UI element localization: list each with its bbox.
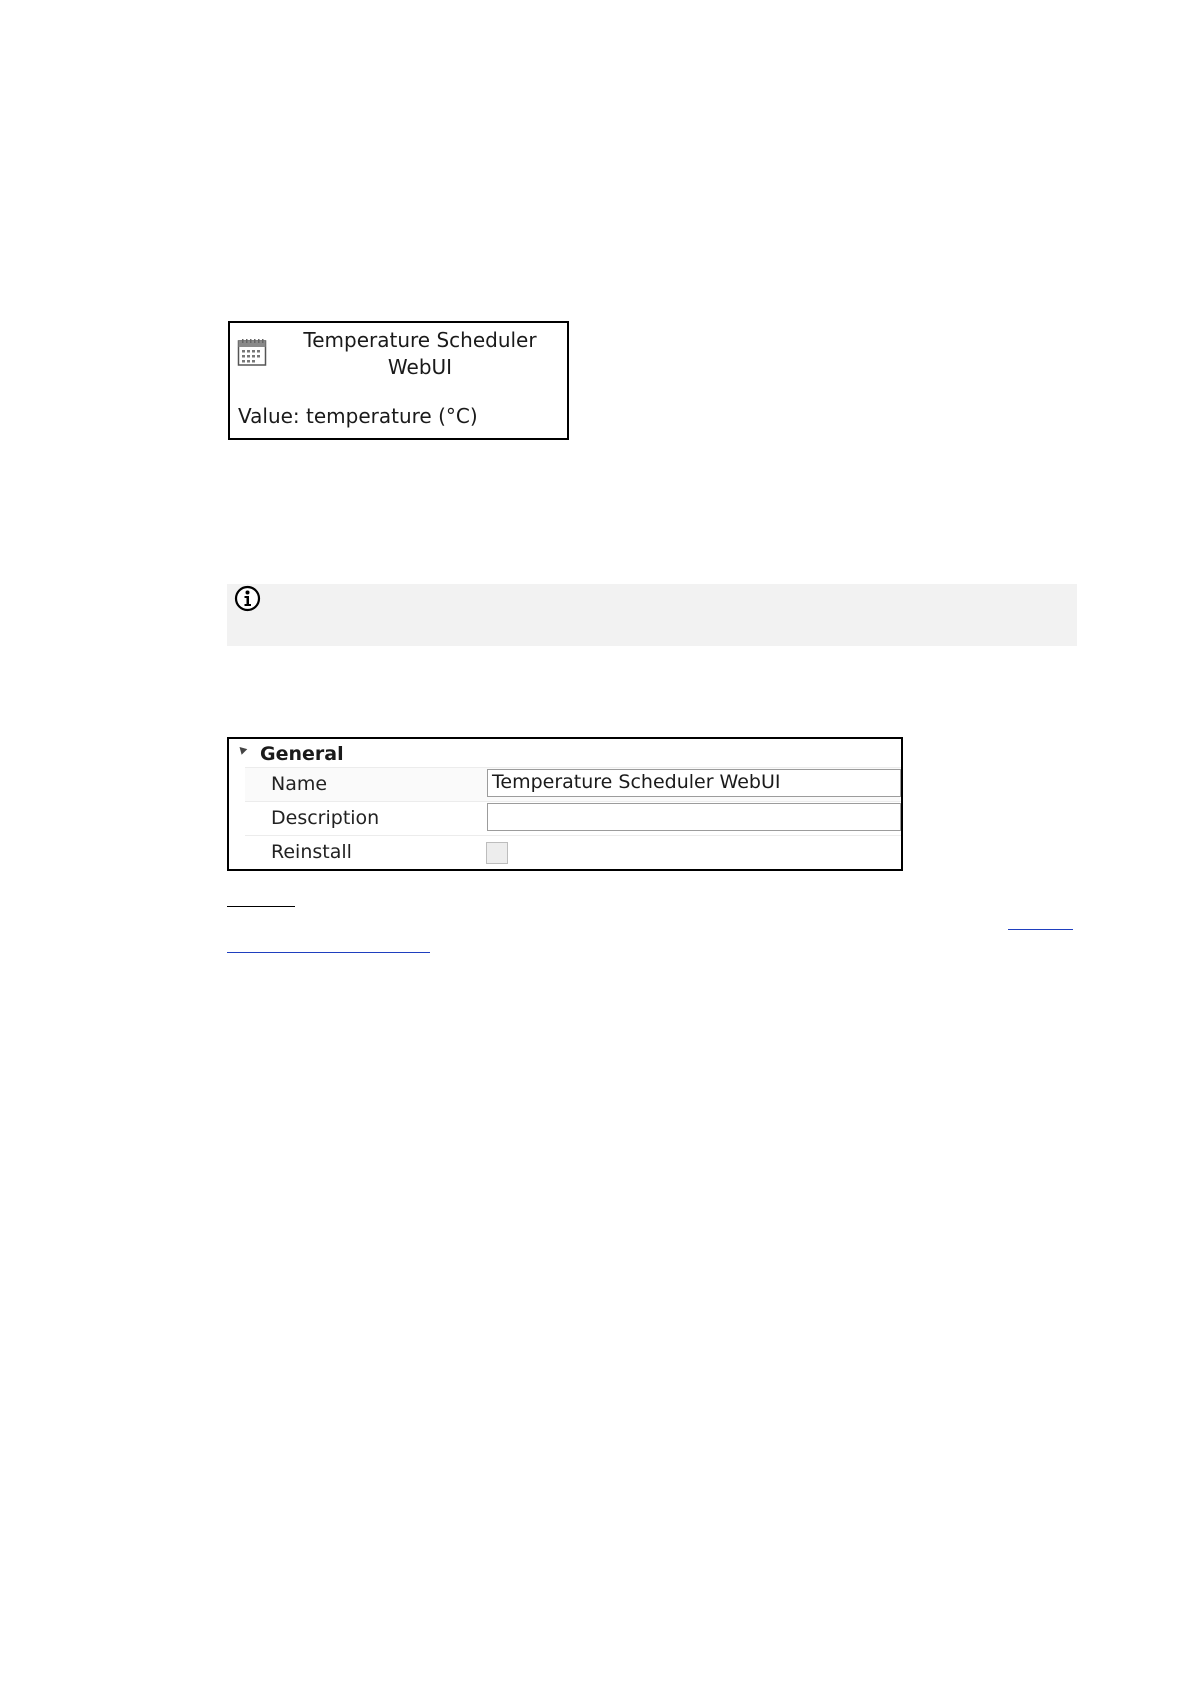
name-field[interactable]: Temperature Scheduler WebUI bbox=[487, 769, 901, 797]
description-field[interactable] bbox=[487, 803, 901, 831]
expand-triangle-icon[interactable] bbox=[237, 744, 248, 755]
link-underline-2[interactable] bbox=[227, 952, 430, 953]
block-title bbox=[290, 327, 550, 381]
property-label-reinstall: Reinstall bbox=[271, 841, 352, 863]
section-label: General bbox=[260, 743, 344, 765]
property-row-description bbox=[245, 801, 901, 835]
property-row-name bbox=[245, 767, 901, 801]
property-label-name: Name bbox=[271, 773, 328, 795]
property-label-description: Description bbox=[271, 807, 380, 829]
function-block[interactable] bbox=[228, 321, 569, 440]
section-header-general[interactable] bbox=[229, 739, 901, 767]
block-title-line2: WebUI bbox=[387, 355, 453, 379]
reinstall-checkbox[interactable] bbox=[486, 842, 508, 864]
block-title-line1: Temperature Scheduler bbox=[303, 328, 537, 352]
block-value: Value: temperature (°C) bbox=[238, 404, 478, 428]
property-grid bbox=[227, 737, 903, 871]
underline-rule bbox=[227, 906, 295, 907]
property-row-reinstall bbox=[245, 835, 901, 869]
info-icon bbox=[234, 585, 261, 612]
calendar-icon bbox=[237, 337, 267, 367]
info-note bbox=[227, 584, 1077, 646]
link-underline-1[interactable] bbox=[1008, 929, 1073, 930]
